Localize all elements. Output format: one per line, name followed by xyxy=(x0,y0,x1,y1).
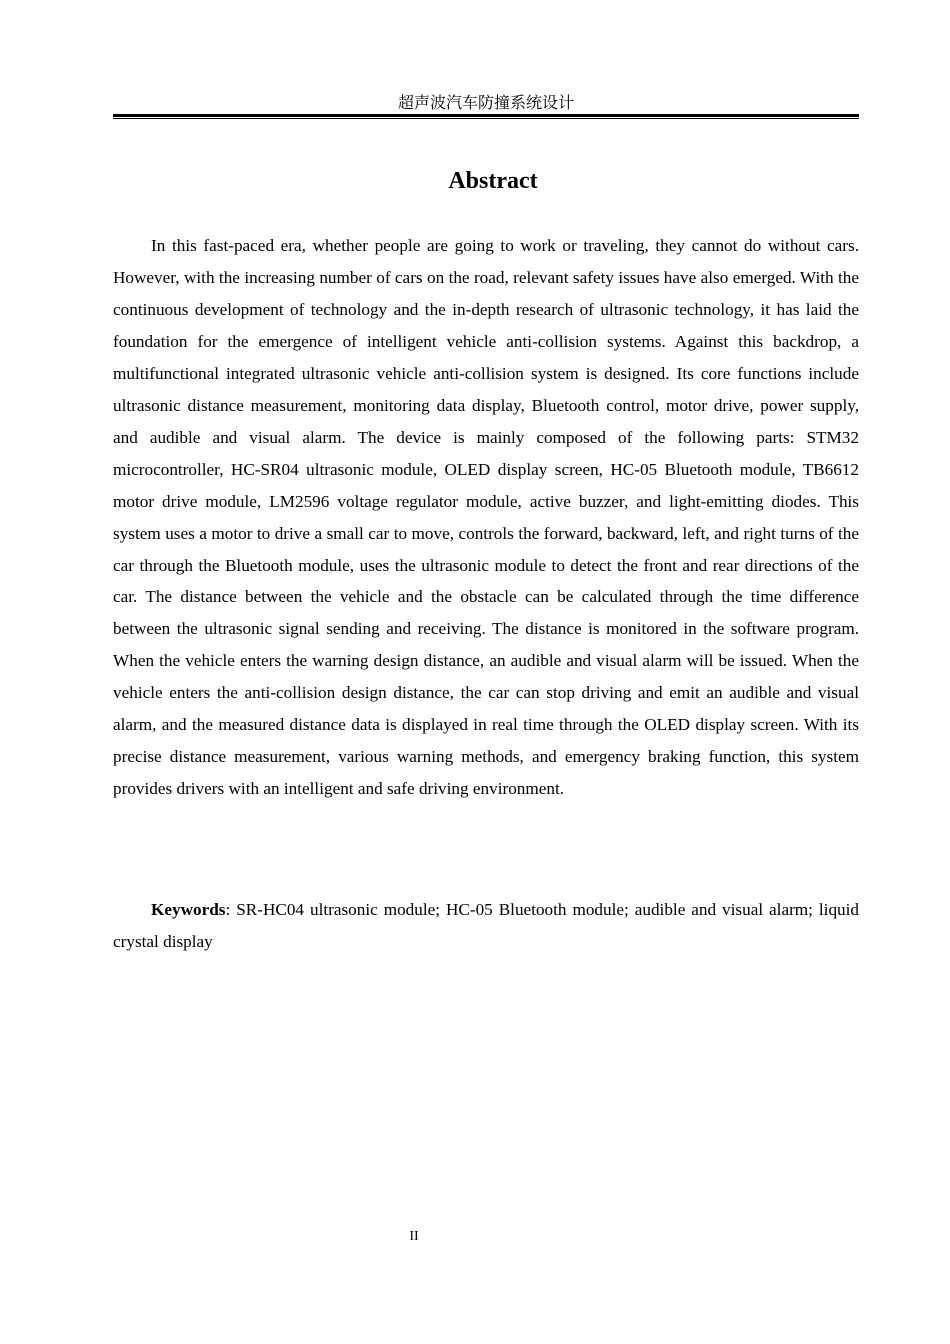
keywords-label: Keywords xyxy=(151,900,226,919)
abstract-body: In this fast-paced era, whether people are going to work or traveling, they cannot do without cars. However, with the increasing number of cars on the road, relevant safety issues have also emerged. With the continuous development of technology and the in-depth research of ultrasonic technology, it has laid the foundation for the emergence of intelligent vehicle anti-collision systems. Against this backdrop, a multifunctional integrated ultrasonic vehicle anti-collision system is designed. Its core functions include ultrasonic distance measurement, monitoring data display, Bluetooth control, motor drive, power supply, and audible and visual alarm. The device is mainly composed of the following parts: STM32 microcontroller, HC-SR04 ultrasonic module, OLED display screen, HC-05 Bluetooth module, TB6612 motor drive module, LM2596 voltage regulator module, active buzzer, and light-emitting diodes. This system uses a motor to drive a small car to move, controls the forward, backward, left, and right turns of the car through the Bluetooth module, uses the ultrasonic module to detect the front and rear directions of the car. The distance between the vehicle and the obstacle can be calculated through the time difference between the ultrasonic signal sending and receiving. The distance is monitored in the software program. When the vehicle enters the warning design distance, an audible and visual alarm will be issued. When the vehicle enters the anti-collision design distance, the car can stop driving and emit an audible and visual alarm, and the measured distance data is displayed in real time through the OLED display screen. With its precise distance measurement, various warning methods, and emergency braking function, this system provides drivers with an intelligent and safe driving environment. xyxy=(113,236,859,799)
page-number: II xyxy=(409,1229,419,1244)
header-double-rule xyxy=(113,114,859,119)
keywords-text: SR-HC04 ultrasonic module; HC-05 Bluetooth module; audible and visual alarm; liquid crystal display xyxy=(113,900,860,951)
abstract-heading: Abstract xyxy=(448,168,538,194)
running-header: 超声波汽车防撞系统设计 xyxy=(397,93,574,112)
keywords-separator: : xyxy=(225,900,237,919)
keywords-paragraph xyxy=(113,894,859,958)
